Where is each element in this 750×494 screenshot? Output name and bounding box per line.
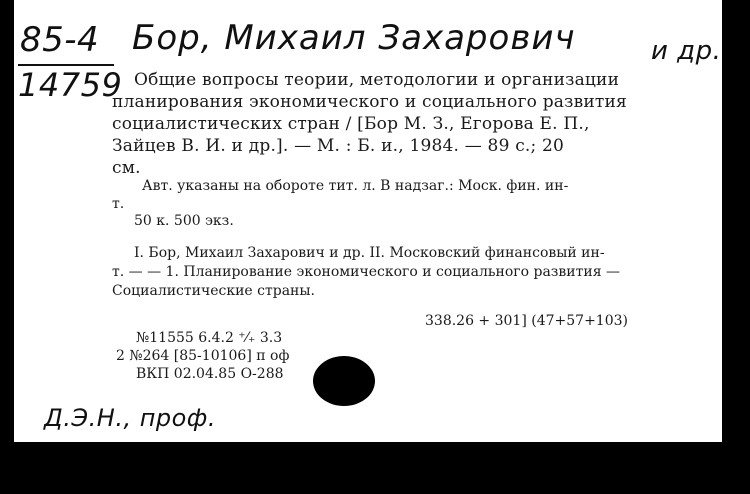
price-line: 50 к. 500 экз. — [134, 213, 234, 229]
registry-line-3: ВКП 02.04.85 О-288 — [136, 366, 284, 382]
note-line-1: Авт. указаны на обороте тит. л. В надзаг.: Моск. фин. ин- — [142, 178, 569, 194]
title-line-2: планирования экономического и социального развития — [112, 92, 627, 112]
title-line-5: см. — [112, 158, 141, 178]
degree-handwritten: Д.Э.Н., проф. — [44, 404, 216, 432]
shelfmark-bottom: 14759 — [18, 66, 123, 104]
title-line-1: Общие вопросы теории, методологии и организации — [134, 70, 620, 90]
catalog-card — [14, 0, 722, 442]
tracing-line-3: Социалистические страны. — [112, 283, 315, 299]
tracing-line-2: т. — — 1. Планирование экономического и социального развития — — [112, 264, 620, 280]
author-heading: Бор, Михаил Захарович — [132, 18, 576, 58]
note-line-2: т. — [112, 196, 125, 212]
title-line-4: Зайцев В. И. и др.]. — М. : Б. и., 1984. — 89 с.; 20 — [112, 136, 565, 156]
title-line-3: социалистических стран / [Бор М. З., Егорова Е. П., — [112, 114, 590, 134]
tracing-line-1: I. Бор, Михаил Захарович и др. II. Московский финансовый ин- — [134, 245, 605, 261]
registry-line-2: 2 №264 [85-10106] п оф — [116, 348, 290, 364]
punch-hole — [313, 356, 375, 406]
classification: 338.26 + 301] (47+57+103) — [425, 313, 628, 329]
registry-line-1: №11555 6.4.2 ⁺⁄₊ 3.3 — [136, 330, 283, 346]
shelfmark-top: 85-4 — [20, 20, 100, 60]
corner-note: и др. — [651, 36, 722, 66]
